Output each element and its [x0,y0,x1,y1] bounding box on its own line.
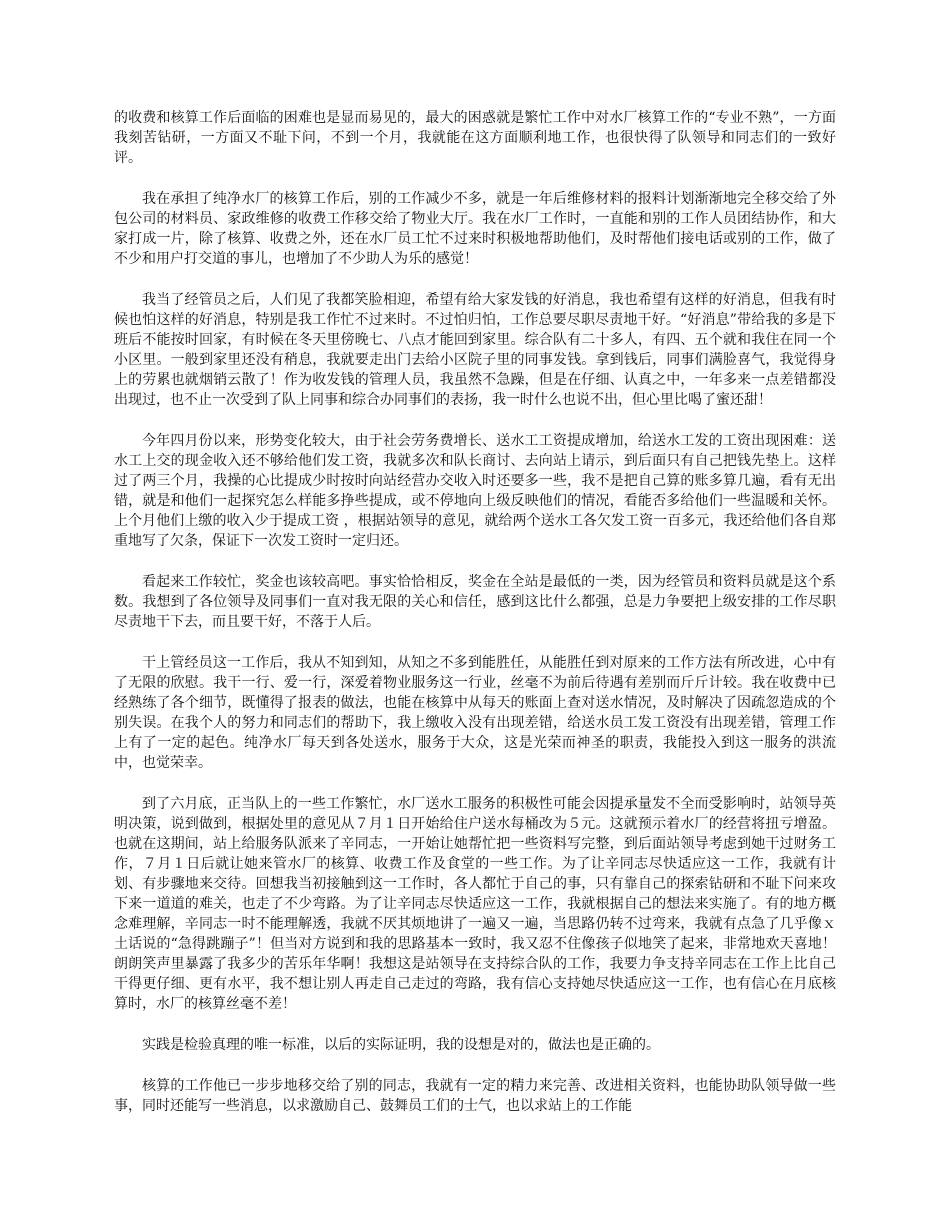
paragraph: 实践是检验真理的唯一标准，以后的实际证明，我的设想是对的，做法也是正确的。 [142,1037,660,1053]
paragraph: 的收费和核算工作后面临的困难也是显而易见的，最大的困惑就是繁忙工作中对水厂核算工作的“专业不熟”，一方面我刻苦钻研，一方面又不耻下问，不到一个月，我就能在这方面顺利地工作，也很快得了队领导和同志们的一致好评。 [114,110,836,166]
paragraph: 核算的工作他已一步步地移交给了别的同志，我就有一定的精力来完善、改进相关资料，也能协助队领导做一些事，同时还能写一些消息，以求激励自己、鼓舞员工们的士气，也以求站上的工作能 [114,1078,836,1114]
paragraph: 看起来工作较忙，奖金也该较高吧。事实恰恰相反，奖金在全站是最低的一类，因为经管员和资料员就是这个系数。我想到了各位领导及同事们一直对我无限的关心和信任，感到这比什么都强，总是力争要把上级安排的工作尽职尽责地干下去，而且要干好，不落于人后。 [114,574,836,630]
paragraph: 到了六月底，正当队上的一些工作繁忙，水厂送水工服务的积极性可能会因提承量发不全而受影响时，站领导英明决策，说到做到，根据处里的意见从７月１日开始给住户送水每桶改为５元。这就预示着水厂的经营将扭亏增盈。也就在这期间，站上给服务队派来了辛同志，一开始让她帮忙把一些资料写完整，到后面站领导考虑到她干过财务工作，７月１日后就让她来管水厂的核算、收费工作及食堂的一些工作。为了让辛同志尽快适应这一工作，我就有计划、有步骤地来交待。回想我当初接触到这一工作时，各人都忙于自己的事，只有靠自己的探索钻研和不耻下问来攻下来一道道的难关，也走了不少弯路。为了让辛同志尽快适应这一工作，我就根据自己的想法来实施了。有的地方概念难理解，辛同志一时不能理解透，我就不厌其烦地讲了一遍又一遍，当思路仍转不过弯来，我就有点急了几乎像ｘ土话说的“急得跳蹦子”！但当对方说到和我的思路基本一致时，我又忍不住像孩子似地笑了起来，非常地欢天喜地！朗朗笑声里暴露了我多少的苦乐年华啊！我想这是站领导在支持综合队的工作，我要力争支持辛同志在工作上比自己干得更仔细、更有水平，我不想让别人再走自己走过的弯路，我有信心支持她尽快适应这一工作，也有信心在月底核算时，水厂的核算丝毫不差！ [114,796,836,1012]
paragraph: 我在承担了纯净水厂的核算工作后，别的工作减少不多，就是一年后维修材料的报料计划渐渐地完全移交给了外包公司的材料员、家政维修的收费工作移交给了物业大厅。我在水厂工作时，一直能和别的工作人员团结协作，和大家打成一片，除了核算、收费之外，还在水厂员工忙不过来时积极地帮助他们，及时帮他们接电话或别的工作，做了不少和用户打交道的事儿，也增加了不少助人为乐的感觉！ [114,191,836,267]
document-page [114,108,836,1137]
paragraph: 今年四月份以来，形势变化较大，由于社会劳务费增长、送水工工资提成增加，给送水工发的工资出现困难：送水工上交的现金收入还不够给他们发工资，我就多次和队长商讨、去向站上请示，到后面只有自己把钱先垫上。这样过了两三个月，我操的心比提成少时按时向站经营办交收入时还要多一些，我不是把自己算的账多算几遍，看有无出错，就是和他们一起探究怎么样能多挣些提成，或不停地向上级反映他们的情况，看能否多给他们一些温暖和关怀。上个月他们上缴的收入少于提成工资 ，根据站领导的意见，就给两个送水工各欠发工资一百多元，我还给他们各自郑重地写了欠条，保证下一次发工资时一定归还。 [114,433,836,549]
paragraph: 我当了经管员之后，人们见了我都笑脸相迎，希望有给大家发钱的好消息，我也希望有这样的好消息，但我有时候也怕这样的好消息，特别是我工作忙不过来时。不过怕归怕，工作总要尽职尽责地干好。“好消息”带给我的多是下班后不能按时回家，有时候在冬天里傍晚七、八点才能回到家里。综合队有二十多人，有四、五个就和我住在同一个小区里。一般到家里还没有稍息，我就要走出门去给小区院子里的同事发钱。拿到钱后，同事们满脸喜气，我觉得身上的劳累也就烟销云散了！作为收发钱的管理人员，我虽然不急躁，但是在仔细、认真之中，一年多来一点差错都没出现过，也不止一次受到了队上同事和综合办同事们的表扬，我一时什么也说不出，但心里比喝了蜜还甜！ [114,292,836,408]
paragraph: 干上管经员这一工作后，我从不知到知，从知之不多到能胜任，从能胜任到对原来的工作方法有所改进，心中有了无限的欣慰。我干一行、爱一行，深爱着物业服务这一行业，丝毫不为前后待遇有差别而斤斤计较。我在收费中已经熟练了各个细节，既懂得了报表的做法，也能在核算中从每天的账面上查对送水情况，及时解决了因疏忽造成的个别失误。在我个人的努力和同志们的帮助下，我上缴收入没有出现差错，给送水员工发工资没有出现差错，管理工作上有了一定的起色。纯净水厂每天到各处送水，服务于大众，这是光荣而神圣的职责，我能投入到这一服务的洪流中，也觉荣幸。 [114,655,836,771]
